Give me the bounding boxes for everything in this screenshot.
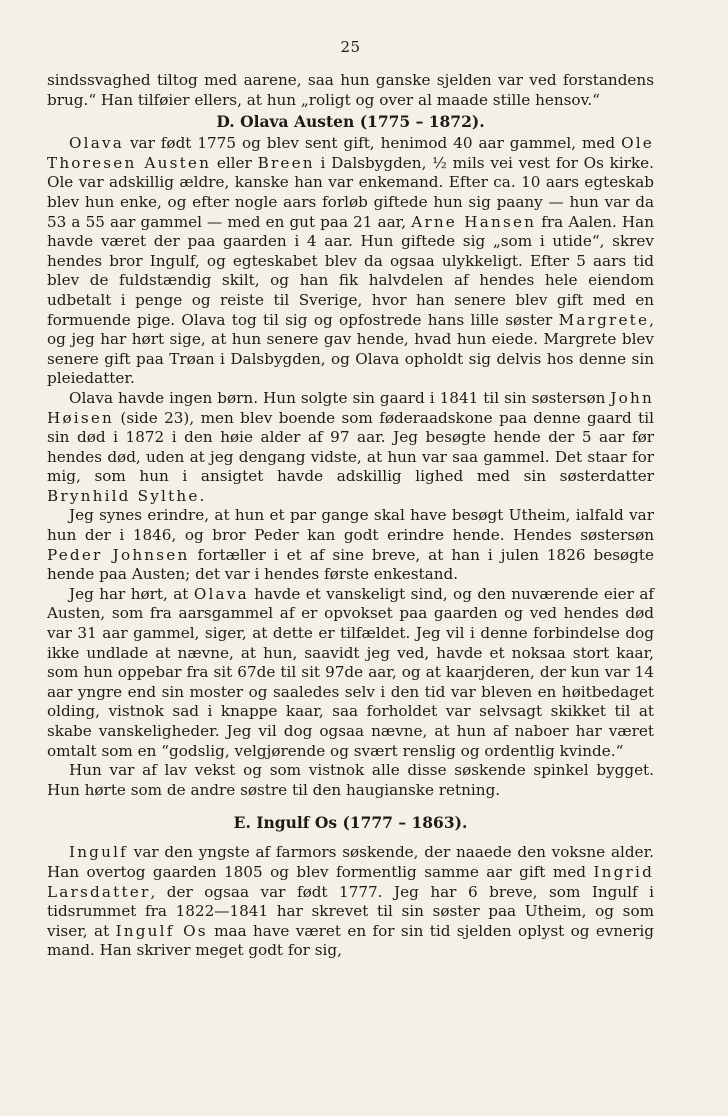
paragraph-d5: Hun var af lav vekst og som vistnok alle disse søskende spinkel bygget. Hun hørte som de andre søstre til den haugianske retning. <box>47 761 654 799</box>
intro-paragraph: sindssvaghed tiltog med aarene, saa hun ganske sjelden var ved forstandens brug.“ Han tilføier ellers, at hun „roligt og over al maade stille hensov.“ <box>47 71 654 109</box>
section-e-title: Ingulf Os <box>256 813 338 833</box>
section-e-heading <box>47 812 654 833</box>
page-number: 25 <box>340 38 361 56</box>
section-e-years: (1777 – 1863). <box>342 813 468 833</box>
name-ingulf: Ingulf <box>69 843 128 862</box>
body-text <box>47 71 654 961</box>
name-ingulf-os: Ingulf Os <box>115 921 208 940</box>
paragraph-e1: Ingulf var den yngste af farmors søskende, der naaede den voksne alder. Han overtog gaarden 1805 og blev formentlig samme aar gift med Ingrid Larsdatter, der ogsaa var født 1777. Jeg har 6 breve, som Ingulf i tidsrummet fra 1822—1841 har skrevet til sin søster paa Utheim, og som viser, at Ingulf Os maa have været en for sin tid sjelden oplyst og evnerig mand. Han skriver meget godt for sig, <box>47 843 655 960</box>
name-ole-thoresen-austen: Ole Thoresen Austen <box>47 134 654 172</box>
paragraph-d2: Olava havde ingen børn. Hun solgte sin gaard i 1841 til sin søstersøn John Høisen (side 23), men blev boende som føderaadskone paa denne gaard til sin død i 1872 i den høie alder af 97 aar. Jeg besøgte hende der 5 aar før hendes død, uden at jeg dengang vidste, at hun var saa gammel. Det staar for mig, som hun i ansigtet havde adskillig lighed med sin søsterdatter Brynhild Sylthe. <box>47 388 654 505</box>
name-ingrid-larsdatter: Ingrid Larsdatter <box>47 862 654 901</box>
paragraph-d4: Jeg har hørt, at Olava havde et vanskeligt sind, og den nuværende eier af Austen, som fra aarsgammel af er opvokset paa gaarden og ved hendes død var 31 aar gammel, siger, at dette er tilfældet. Jeg vil i denne forbindelse dog ikke undlade at nævne, at hun, saavidt jeg ved, havde et noksaa stort kaar, som hun oppebar fra sit 67de til sit 97de aar, og at kaarjderen, der kun var 14 aar yngre end sin moster og saaledes selv i den tid var bleven en høitbedaget olding, vistnok sad i knappe kaar, saa forholdet var selvsagt skikket til at skabe vanskeligheder. Jeg vil dog ogsaa nævne, at hun af naboer har været omtalt som en “godslig, velgjørende og svært renslig og ordentlig kvinde.“ <box>47 584 655 760</box>
name-john-hoisen: John Høisen <box>47 388 654 427</box>
name-olava-2: Olava <box>193 584 249 603</box>
section-d-title: Olava Austen <box>240 112 355 132</box>
name-arne-hansen: Arne Hansen <box>411 212 537 231</box>
section-e-letter: E. <box>233 813 251 833</box>
section-d-years: (1775 – 1872). <box>359 112 485 132</box>
name-breen: Breen <box>257 153 315 172</box>
paragraph-d1: Olava var født 1775 og blev sent gift, henimod 40 aar gammel, med Ole Thoresen Austen eller Breen i Dalsbygden, ½ mils vei vest for Os kirke. Ole var adskillig ældre, kanske han var enkemand. Efter ca. 10 aars egteskab blev hun enke, og efter nogle aars forløb giftede hun sig paany — hun var da 53 a 55 aar gammel — med en gut paa 21 aar, Arne Hansen fra Aalen. Han havde været der paa gaarden i 4 aar. Hun giftede sig „som i utide“, skrev hendes bror Ingulf, og egteskabet blev da ogsaa ulykkeligt. Efter 5 aars tid blev de fuldstændig skilt, og han fik halvdelen af hendes hele eiendom udbetalt i penge og reiste til Sverige, hvor han senere blev gift med en formuende pige. Olava tog til sig og opfostrede hans lille søster Margrete, og jeg har hørt sige, at hun senere gav hende, hvad hun eiede. Margrete blev senere gift paa Trøan i Dalsbygden, og Olava opholdt sig delvis hos denne sin pleiedatter. <box>47 134 654 388</box>
section-d-heading <box>47 111 654 132</box>
name-brynhild-sylthe: Brynhild Sylthe <box>47 486 200 505</box>
name-olava: Olava <box>69 134 124 153</box>
section-d-letter: D. <box>216 112 235 132</box>
name-peder-johnsen: Peder Johnsen <box>47 545 190 564</box>
name-margrete: Margrete <box>558 310 650 329</box>
paragraph-d3: Jeg synes erindre, at hun et par gange skal have besøgt Utheim, ialfald var hun der i 1846, og bror Peder kan godt erindre hende. Hendes søstersøn Peder Johnsen fortæller i et af sine breve, at han i julen 1826 besøgte hende paa Austen; det var i hendes første enkestand. <box>47 506 654 584</box>
